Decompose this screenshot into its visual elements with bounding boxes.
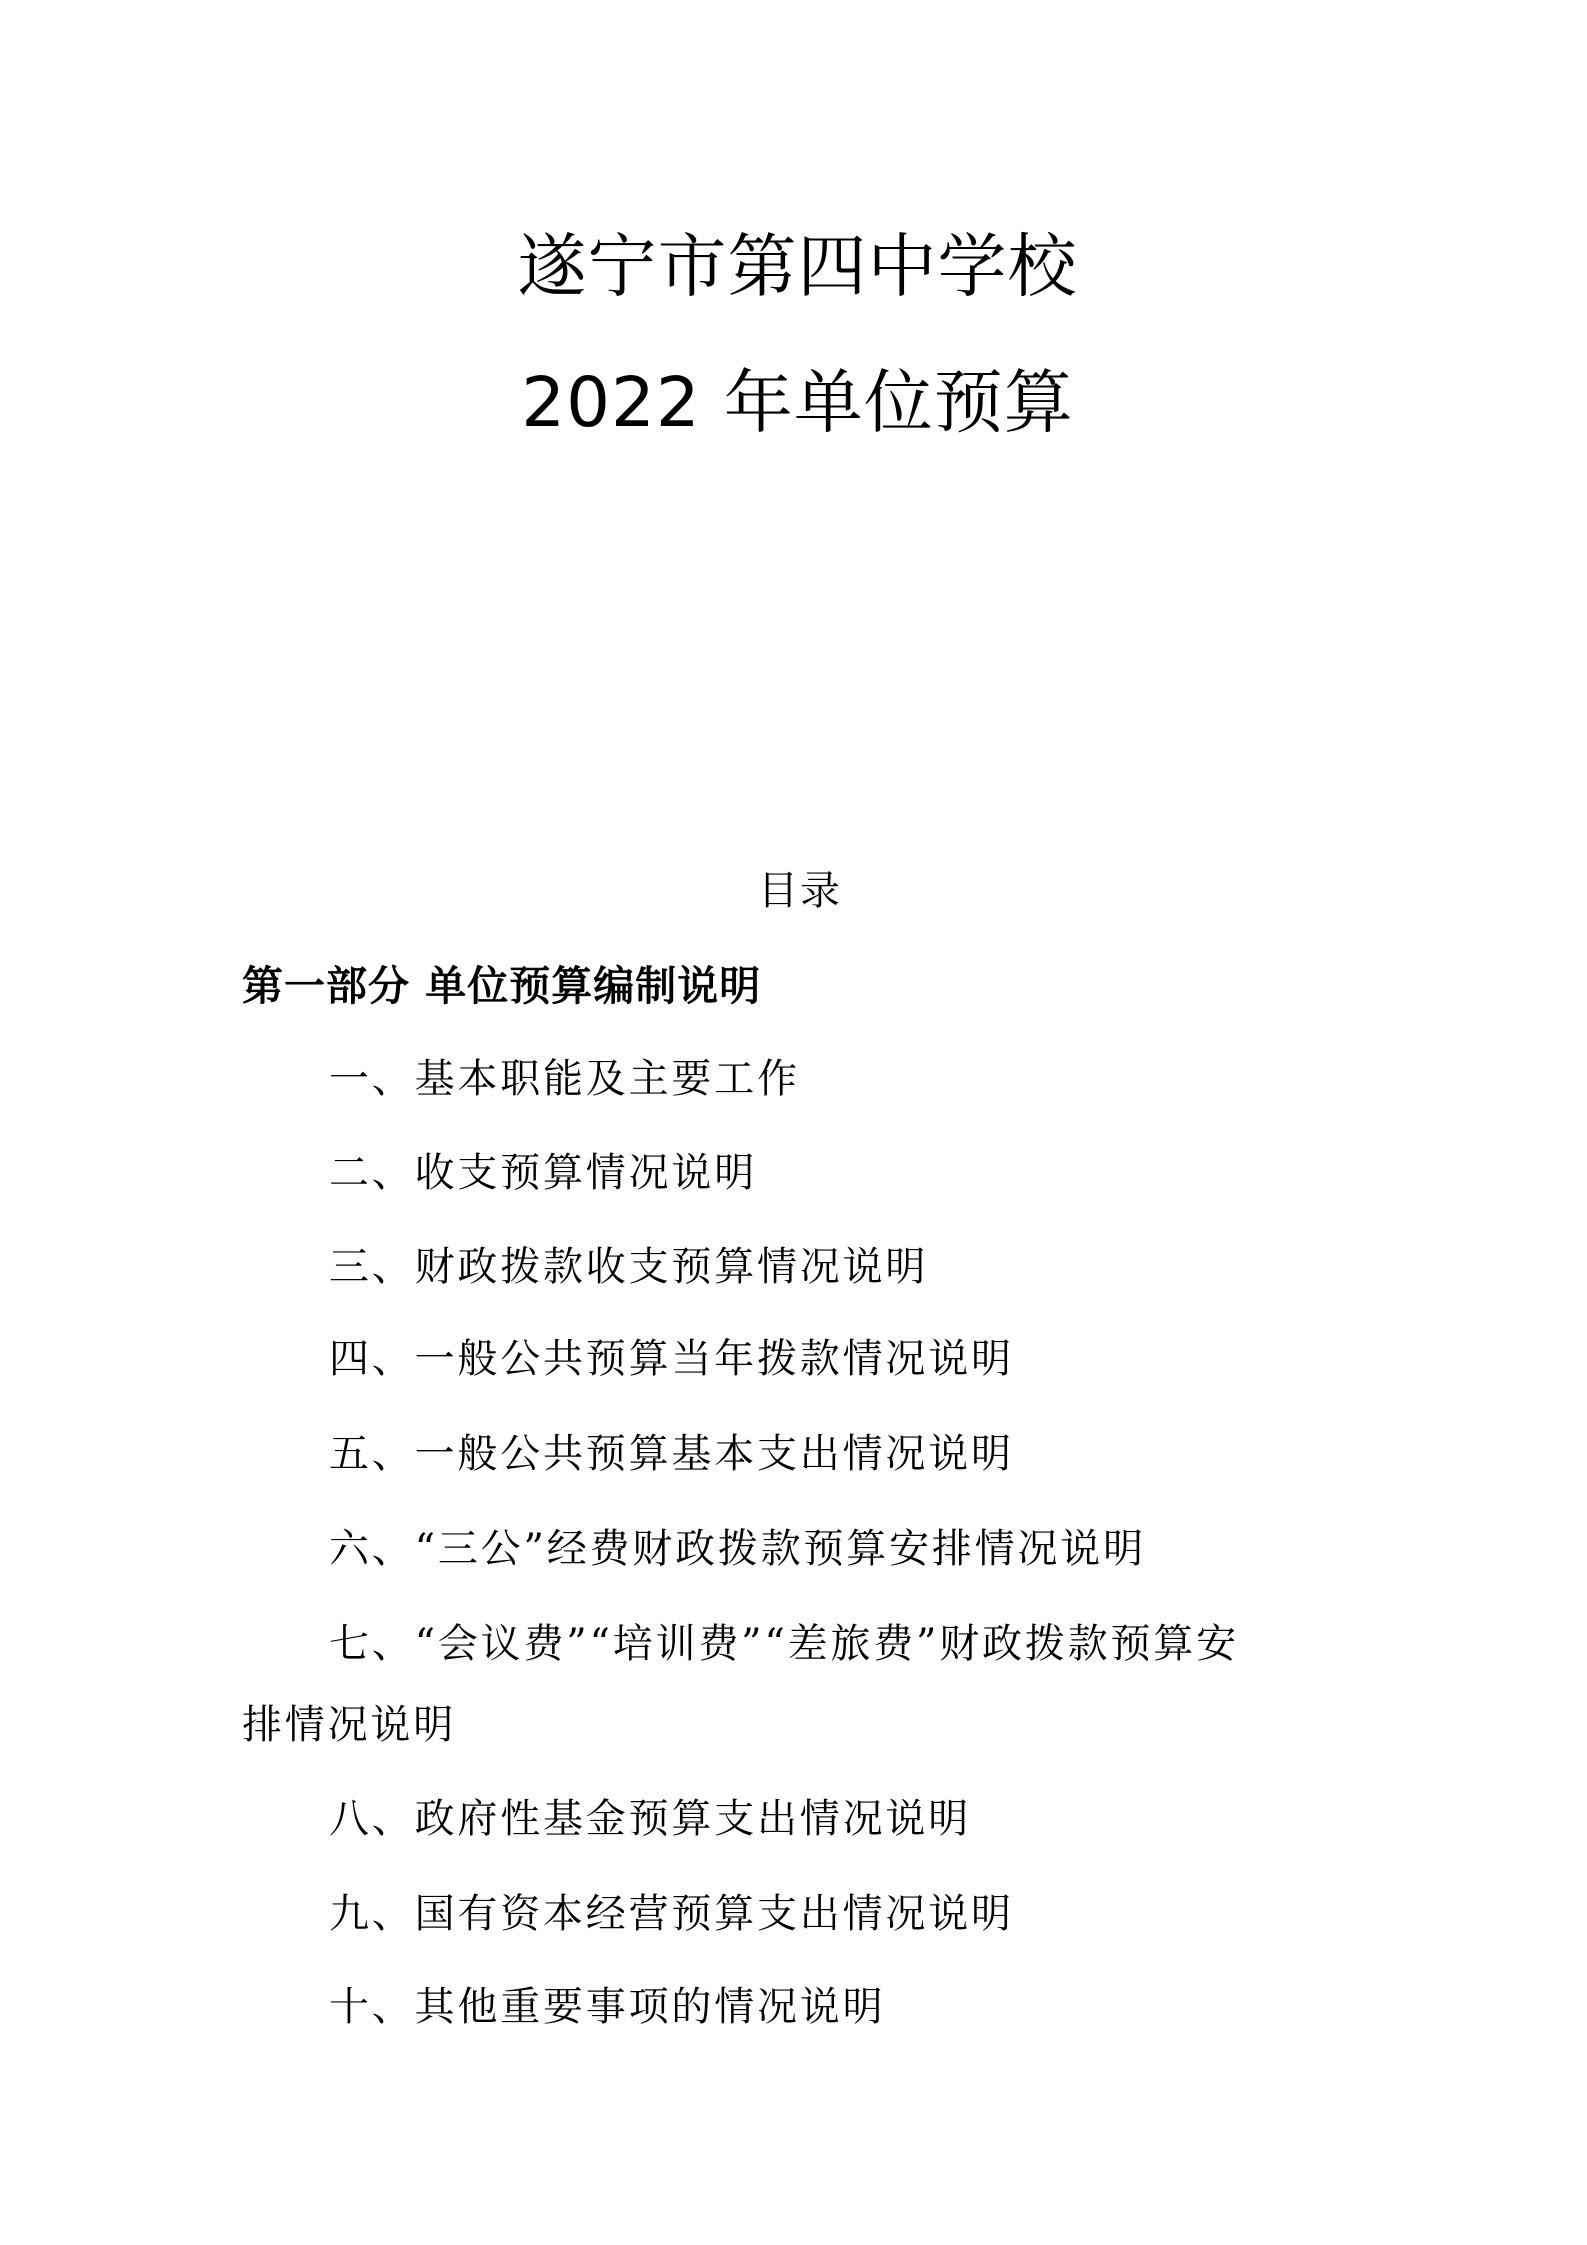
- toc-item-continuation: 排情况说明: [242, 1702, 456, 1748]
- toc-item: 一、基本职能及主要工作: [329, 1056, 800, 1102]
- toc-item: 七、“会议费”“培训费”“差旅费”财政拨款预算安: [329, 1621, 1239, 1667]
- toc-part-heading: 第一部分 单位预算编制说明: [242, 962, 762, 1010]
- toc-item: 九、国有资本经营预算支出情况说明: [329, 1891, 1014, 1937]
- toc-item: 十、其他重要事项的情况说明: [329, 1984, 886, 2030]
- toc-heading: 目录: [758, 868, 842, 914]
- toc-item: 六、“三公”经费财政拨款预算安排情况说明: [329, 1526, 1146, 1572]
- toc-item: 二、收支预算情况说明: [329, 1150, 757, 1196]
- toc-item: 五、一般公共预算基本支出情况说明: [329, 1431, 1014, 1477]
- toc-item: 四、一般公共预算当年拨款情况说明: [329, 1336, 1014, 1382]
- toc-item: 三、财政拨款收支预算情况说明: [329, 1244, 929, 1290]
- document-title-line1: 遂宁市第四中学校: [517, 227, 1078, 307]
- toc-item: 八、政府性基金预算支出情况说明: [329, 1796, 971, 1842]
- document-title-line2: 2022 年单位预算: [521, 363, 1074, 443]
